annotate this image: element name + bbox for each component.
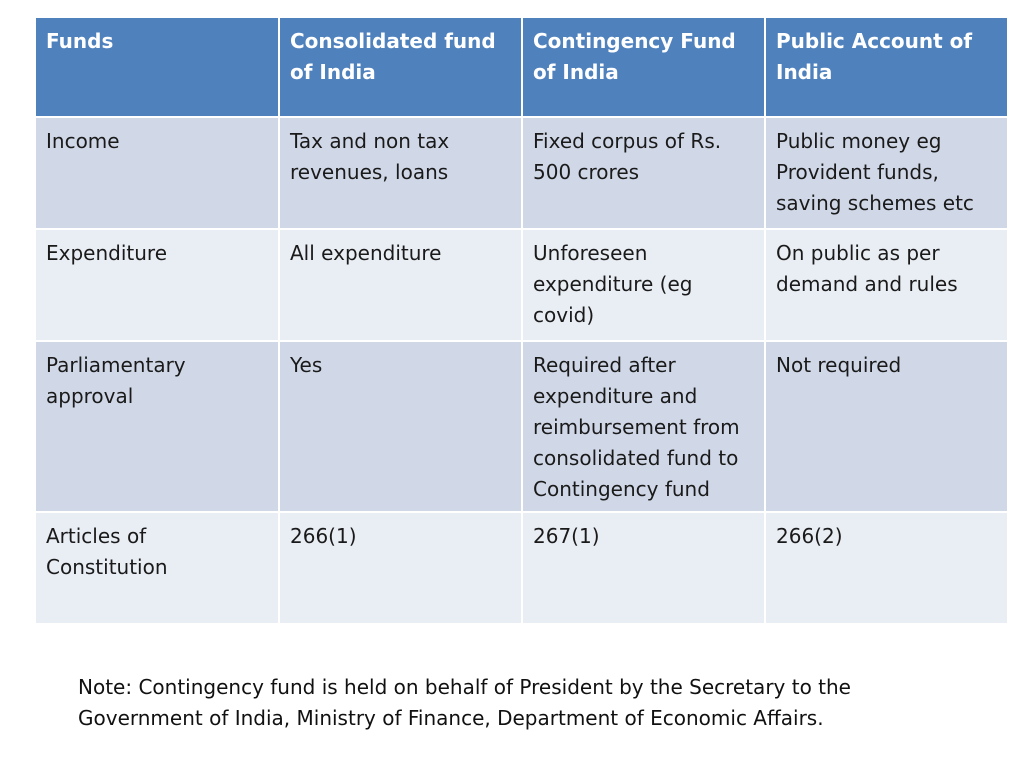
header-contingency-fund: Contingency Fund of India [522,17,765,117]
table-cell: 267(1) [522,512,765,624]
table-cell: Expenditure [35,229,279,341]
footnote: Note: Contingency fund is held on behalf of President by the Secretary to the Government of India, Ministry of Finance, Department of Economic Affairs. [78,675,851,730]
table-cell: Yes [279,341,522,512]
table-cell: 266(2) [765,512,1008,624]
table-row-income [35,117,1008,229]
table-cell: Parliamentary approval [35,341,279,512]
table-row-expenditure [35,229,1008,341]
table-cell: Not required [765,341,1008,512]
table-cell: Articles of Constitution [35,512,279,624]
funds-comparison-table [34,16,1009,625]
header-funds: Funds [35,17,279,117]
table-row-parliamentary-approval [35,341,1008,512]
table-cell: On public as per demand and rules [765,229,1008,341]
header-consolidated-fund: Consolidated fund of India [279,17,522,117]
table-header-row [35,17,1008,117]
table-row-articles [35,512,1008,624]
table-cell: Income [35,117,279,229]
table-cell: Required after expenditure and reimbursement from consolidated fund to Contingency fund [522,341,765,512]
table-cell: All expenditure [279,229,522,341]
header-public-account: Public Account of India [765,17,1008,117]
table-cell: Fixed corpus of Rs. 500 crores [522,117,765,229]
table-cell: Unforeseen expenditure (eg covid) [522,229,765,341]
table-cell: 266(1) [279,512,522,624]
table-cell: Tax and non tax revenues, loans [279,117,522,229]
table-cell: Public money eg Provident funds, saving schemes etc [765,117,1008,229]
